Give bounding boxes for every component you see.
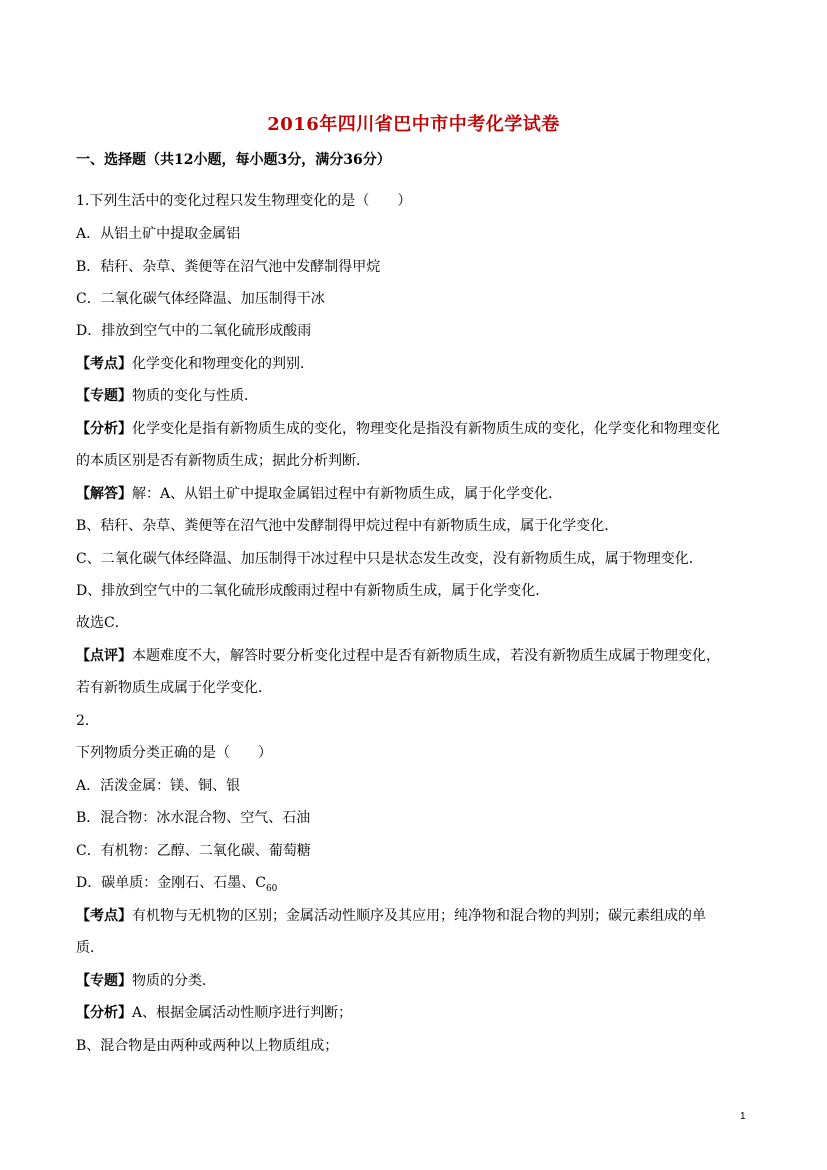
q2-stem: 下列物质分类正确的是（ ） bbox=[76, 745, 272, 761]
fenxi-tag: 【分析】 bbox=[76, 1005, 132, 1021]
kaodian-tag: 【考点】 bbox=[76, 356, 132, 372]
q1-dianping-line1 bbox=[76, 646, 720, 666]
q1-jieda-line1 bbox=[76, 484, 562, 504]
dianping-tag: 【点评】 bbox=[76, 648, 132, 664]
kaodian-tag: 【考点】 bbox=[76, 908, 132, 924]
zhuanti-text: 物质的变化与性质． bbox=[132, 388, 258, 404]
q1-stem: 1.下列生活中的变化过程只发生物理变化的是（ ） bbox=[76, 193, 412, 209]
q1-option-d: D．排放到空气中的二氧化硫形成酸雨 bbox=[76, 323, 312, 339]
zhuanti-text: 物质的分类． bbox=[132, 973, 216, 989]
dianping-text: 本题难度不大，解答时要分析变化过程中是否有新物质生成，若没有新物质生成属于物理变化， bbox=[132, 648, 720, 664]
fenxi-text: 化学变化是指有新物质生成的变化，物理变化是指没有新物质生成的变化，化学变化和物理变化 bbox=[132, 421, 720, 437]
q1-jieda-line4: D、排放到空气中的二氧化硫形成酸雨过程中有新物质生成，属于化学变化． bbox=[76, 583, 550, 599]
jieda-text: 解：A、从铝土矿中提取金属铝过程中有新物质生成，属于化学变化． bbox=[132, 486, 563, 502]
q1-fenxi-line1 bbox=[76, 419, 720, 439]
q2-kaodian-line1 bbox=[76, 906, 706, 926]
q1-jieda-line3: C、二氧化碳气体经降温、加压制得干冰过程中只是状态发生改变，没有新物质生成，属于物理变化． bbox=[76, 551, 703, 567]
q2-fenxi-line2: B、混合物是由两种或两种以上物质组成； bbox=[76, 1038, 339, 1054]
q2-option-d bbox=[76, 873, 277, 899]
q2-kaodian-line2: 质． bbox=[76, 940, 104, 956]
q2-fenxi-line1 bbox=[76, 1003, 352, 1023]
page-title: 2016年四川省巴中市中考化学试卷 bbox=[267, 114, 560, 135]
q2-option-a: A．活泼金属：镁、铜、银 bbox=[76, 778, 241, 794]
q2-option-b: B．混合物：冰水混合物、空气、石油 bbox=[76, 810, 311, 826]
section-heading: 一、选择题（共12小题，每小题3分，满分36分） bbox=[76, 152, 391, 168]
q1-zhuanti bbox=[76, 386, 258, 406]
jieda-tag: 【解答】 bbox=[76, 486, 132, 502]
q2-option-c: C．有机物：乙醇、二氧化碳、葡萄糖 bbox=[76, 843, 311, 859]
kaodian-text: 有机物与无机物的区别；金属活动性顺序及其应用；纯净物和混合物的判别；碳元素组成的单 bbox=[132, 908, 706, 924]
q2-option-d-text: D．碳单质：金刚石、石墨、C bbox=[76, 875, 266, 891]
q1-option-b: B．秸秆、杂草、粪便等在沼气池中发酵制得甲烷 bbox=[76, 259, 381, 275]
fenxi-tag: 【分析】 bbox=[76, 421, 132, 437]
q1-option-c: C．二氧化碳气体经降温、加压制得干冰 bbox=[76, 291, 325, 307]
q2-zhuanti bbox=[76, 971, 216, 991]
kaodian-text: 化学变化和物理变化的判别． bbox=[132, 356, 314, 372]
q2-number: 2． bbox=[76, 713, 99, 729]
q1-answer: 故选C． bbox=[76, 615, 129, 631]
q1-option-a: A．从铝土矿中提取金属铝 bbox=[76, 226, 241, 242]
q1-kaodian bbox=[76, 354, 314, 374]
q1-dianping-line2: 若有新物质生成属于化学变化． bbox=[76, 680, 272, 696]
zhuanti-tag: 【专题】 bbox=[76, 388, 132, 404]
q1-jieda-line2: B、秸秆、杂草、粪便等在沼气池中发酵制得甲烷过程中有新物质生成，属于化学变化． bbox=[76, 518, 619, 534]
q2-option-d-subscript: 60 bbox=[265, 883, 278, 894]
fenxi-text: A、根据金属活动性顺序进行判断； bbox=[132, 1005, 353, 1021]
q1-fenxi-line2: 的本质区别是否有新物质生成；据此分析判断． bbox=[76, 453, 370, 469]
page-number: 1 bbox=[740, 1111, 746, 1122]
zhuanti-tag: 【专题】 bbox=[76, 973, 132, 989]
